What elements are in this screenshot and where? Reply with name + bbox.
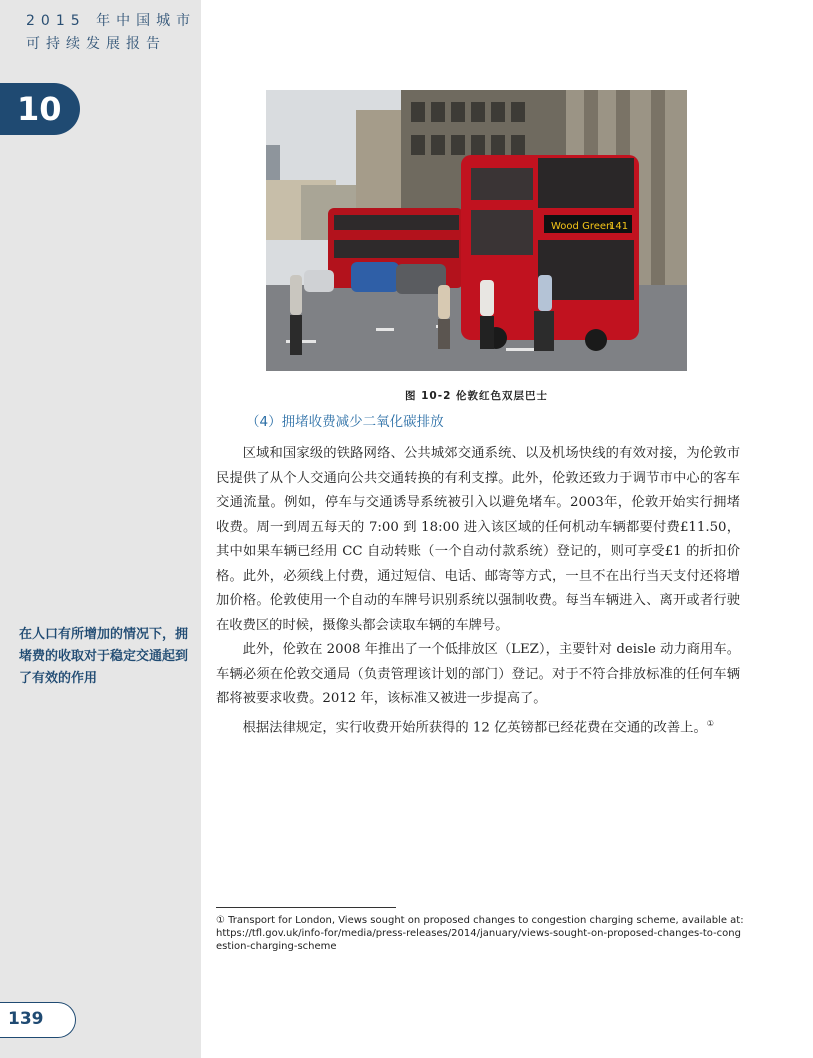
- paragraph-2: 此外，伦敦在 2008 年推出了一个低排放区（LEZ），主要针对 deisle 动力商用车。车辆必须在伦敦交通局（负责管理该计划的部门）登记。对于不符合排放标准的任何车辆都将被要求收费。2012 年，该标准又被进一步提高了。: [216, 642, 740, 706]
- paragraph-3-text: 根据法律规定，实行收费开始所获得的 12 亿英镑都已经花费在交通的改善上。: [242, 719, 707, 735]
- book-title-line2: 可持续发展报告: [26, 36, 166, 52]
- footnote-reference[interactable]: ①: [706, 718, 714, 728]
- footnote: ① Transport for London, Views sought on proposed changes to congestion charging scheme, available at: https://tfl.gov.uk/info-for/media/press-releases/2014/january/views-sought-on-proposed-changes-to-congestion-charging-scheme: [216, 915, 744, 952]
- london-bus-photo: [266, 90, 687, 371]
- sidenote: 在人口有所增加的情况下，拥堵费的收取对于稳定交通起到了有效的作用: [19, 627, 189, 686]
- book-title-line1: 2015 年中国城市: [26, 13, 197, 29]
- figure-photo: [266, 90, 687, 371]
- body-text: [216, 442, 740, 740]
- bus-destination-sign: Wood Green: [551, 221, 613, 232]
- section-heading: （4）拥堵收费减少二氧化碳排放: [246, 414, 444, 430]
- footnote-divider: [216, 907, 396, 908]
- chapter-number: 10: [0, 83, 80, 135]
- bus-route-number: 141: [609, 221, 629, 232]
- page-number: 139: [0, 1002, 76, 1038]
- paragraph-1: 区域和国家级的铁路网络、公共城郊交通系统、以及机场快线的有效对接，为伦敦市民提供了从个人交通向公共交通转换的有利支撑。此外，伦敦还致力于调节市中心的客车交通流量。例如，停车与交通诱导系统被引入以避免堵车。2003年，伦敦开始实行拥堵收费。周一到周五每天的 7:00 到 18:00 进入该区域的任何机动车辆都要付费£11.50，其中如果车辆已经用 CC 自动转账（一个自动付款系统）登记的，则可享受£1 的折扣价格。此外，必须线上付费，通过短信、电话、邮寄等方式，一旦不在出行当天支付还将增加价格。伦敦使用一个自动的车牌号识别系统以强制收费。每当车辆进入、离开或者行驶在收费区的时候，摄像头都会读取车辆的车牌号。: [216, 446, 740, 633]
- sidebar: [0, 0, 201, 1058]
- book-title: [26, 10, 196, 56]
- paragraph-3: [216, 712, 740, 741]
- figure-caption: 图 10-2 伦敦红色双层巴士: [404, 390, 549, 402]
